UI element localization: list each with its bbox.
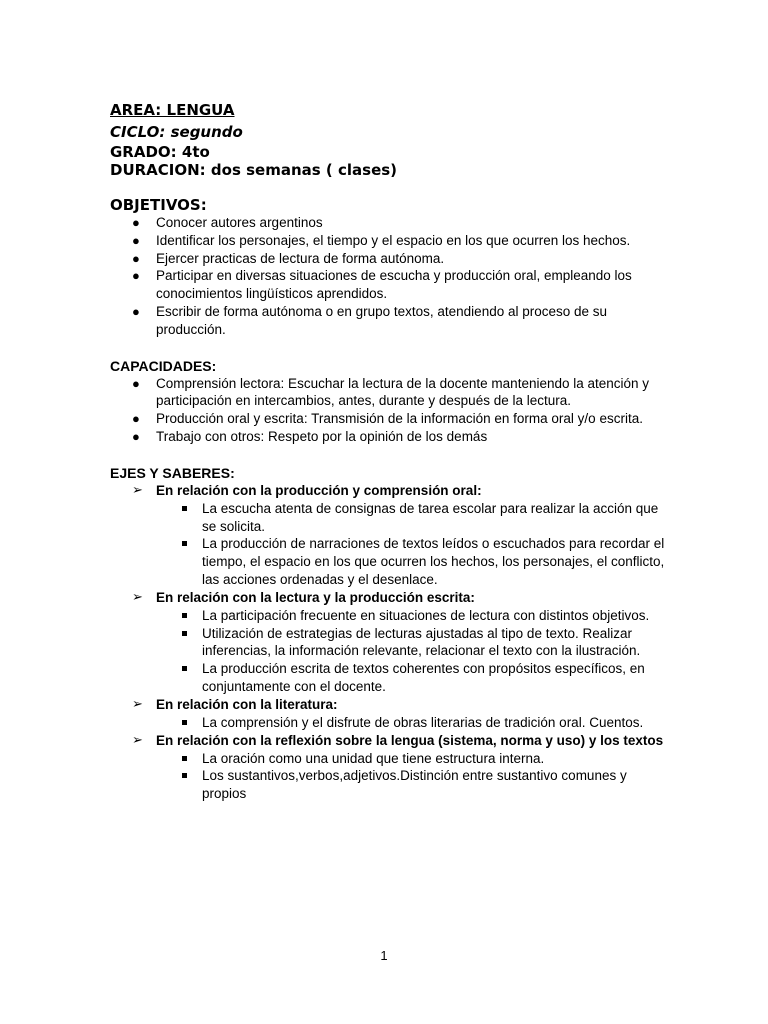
list-item: ● Ejercer practicas de lectura de forma autónoma. — [132, 250, 445, 266]
list-item: ● Identificar los personajes, el tiempo y el espacio en los que ocurren los hechos. — [132, 232, 631, 248]
bullet-icon: ● — [132, 375, 140, 391]
square-bullet-icon — [182, 756, 187, 761]
axis-title: En relación con la producción y comprensión oral: — [156, 482, 482, 498]
bullet-icon: ● — [132, 303, 140, 319]
arrow-bullet-icon: ➢ — [132, 482, 143, 498]
axis-sublist — [156, 714, 670, 732]
capacidades-list — [110, 375, 670, 446]
square-bullet-icon — [182, 613, 187, 618]
square-bullet-icon — [182, 541, 187, 546]
area-heading: AREA: LENGUA — [110, 101, 235, 119]
list-item: Utilización de estrategias de lecturas ajustadas al tipo de texto. Realizar inferencias, la información relevante, relacionar el texto con la ilustración. — [156, 625, 670, 661]
arrow-bullet-icon: ➢ — [132, 732, 143, 748]
bullet-icon: ● — [132, 411, 140, 427]
grado-heading: GRADO: 4to — [110, 143, 210, 161]
axis-item — [110, 482, 670, 589]
ejes-list — [110, 482, 670, 803]
bullet-icon: ● — [132, 215, 140, 230]
duracion-heading: DURACION: dos semanas ( clases) — [110, 161, 398, 179]
axis-item — [110, 732, 670, 803]
bullet-icon: ● — [132, 250, 140, 266]
list-item: La producción de narraciones de textos leídos o escuchados para recordar el tiempo, el espacio en los que ocurren los hechos, los personajes, el conflicto, las acciones ordenadas y el desenlace. — [156, 535, 670, 588]
bullet-icon: ● — [132, 268, 140, 284]
square-bullet-icon — [182, 720, 187, 725]
list-item: ● Conocer autores argentinos — [132, 215, 323, 230]
list-item: ● Trabajo con otros: Respeto por la opinión de los demás — [132, 428, 488, 444]
list-item: ● Comprensión lectora: Escuchar la lectura de la docente manteniendo la atención y participación en intercambios, antes, durante y después de la lectura. — [132, 375, 650, 409]
axis-sublist — [156, 750, 670, 803]
list-item: La participación frecuente en situaciones de lectura con distintos objetivos. — [156, 607, 670, 625]
bullet-icon: ● — [132, 232, 140, 248]
ciclo-heading: CICLO: segundo — [110, 123, 243, 141]
list-item: La escucha atenta de consignas de tarea escolar para realizar la acción que se solicita. — [156, 500, 670, 536]
capacidades-heading: CAPACIDADES: — [110, 357, 217, 374]
square-bullet-icon — [182, 631, 187, 636]
arrow-bullet-icon: ➢ — [132, 589, 143, 605]
square-bullet-icon — [182, 506, 187, 511]
ejes-heading: EJES Y SABERES: — [110, 464, 235, 481]
arrow-bullet-icon: ➢ — [132, 696, 143, 712]
list-item: La oración como una unidad que tiene estructura interna. — [156, 750, 670, 768]
axis-sublist — [156, 500, 670, 589]
objetivos-list — [110, 214, 670, 339]
list-item: ● Participar en diversas situaciones de escucha y producción oral, empleando los conocimientos lingüísticos aprendidos. — [132, 268, 632, 302]
list-item: ● Producción oral y escrita: Transmisión de la información en forma oral y/o escrita. — [132, 411, 643, 427]
list-item: La comprensión y el disfrute de obras literarias de tradición oral. Cuentos. — [156, 714, 670, 732]
axis-item — [110, 696, 670, 732]
objetivos-heading: OBJETIVOS: — [110, 196, 207, 214]
axis-sublist — [156, 607, 670, 696]
list-item: La producción escrita de textos coherentes con propósitos específicos, en conjuntamente con el docente. — [156, 660, 670, 696]
axis-item — [110, 589, 670, 696]
square-bullet-icon — [182, 666, 187, 671]
axis-title: En relación con la lectura y la producción escrita: — [156, 589, 475, 605]
square-bullet-icon — [182, 773, 187, 778]
axis-title: En relación con la literatura: — [156, 696, 338, 712]
list-item: Los sustantivos,verbos,adjetivos.Distinción entre sustantivo comunes y propios — [156, 767, 670, 803]
list-item: ● Escribir de forma autónoma o en grupo textos, atendiendo al proceso de su producción. — [132, 303, 608, 337]
document-page — [110, 100, 670, 803]
axis-title: En relación con la reflexión sobre la lengua (sistema, norma y uso) y los textos — [156, 732, 664, 748]
page-number: 1 — [380, 948, 388, 963]
bullet-icon: ● — [132, 428, 140, 444]
